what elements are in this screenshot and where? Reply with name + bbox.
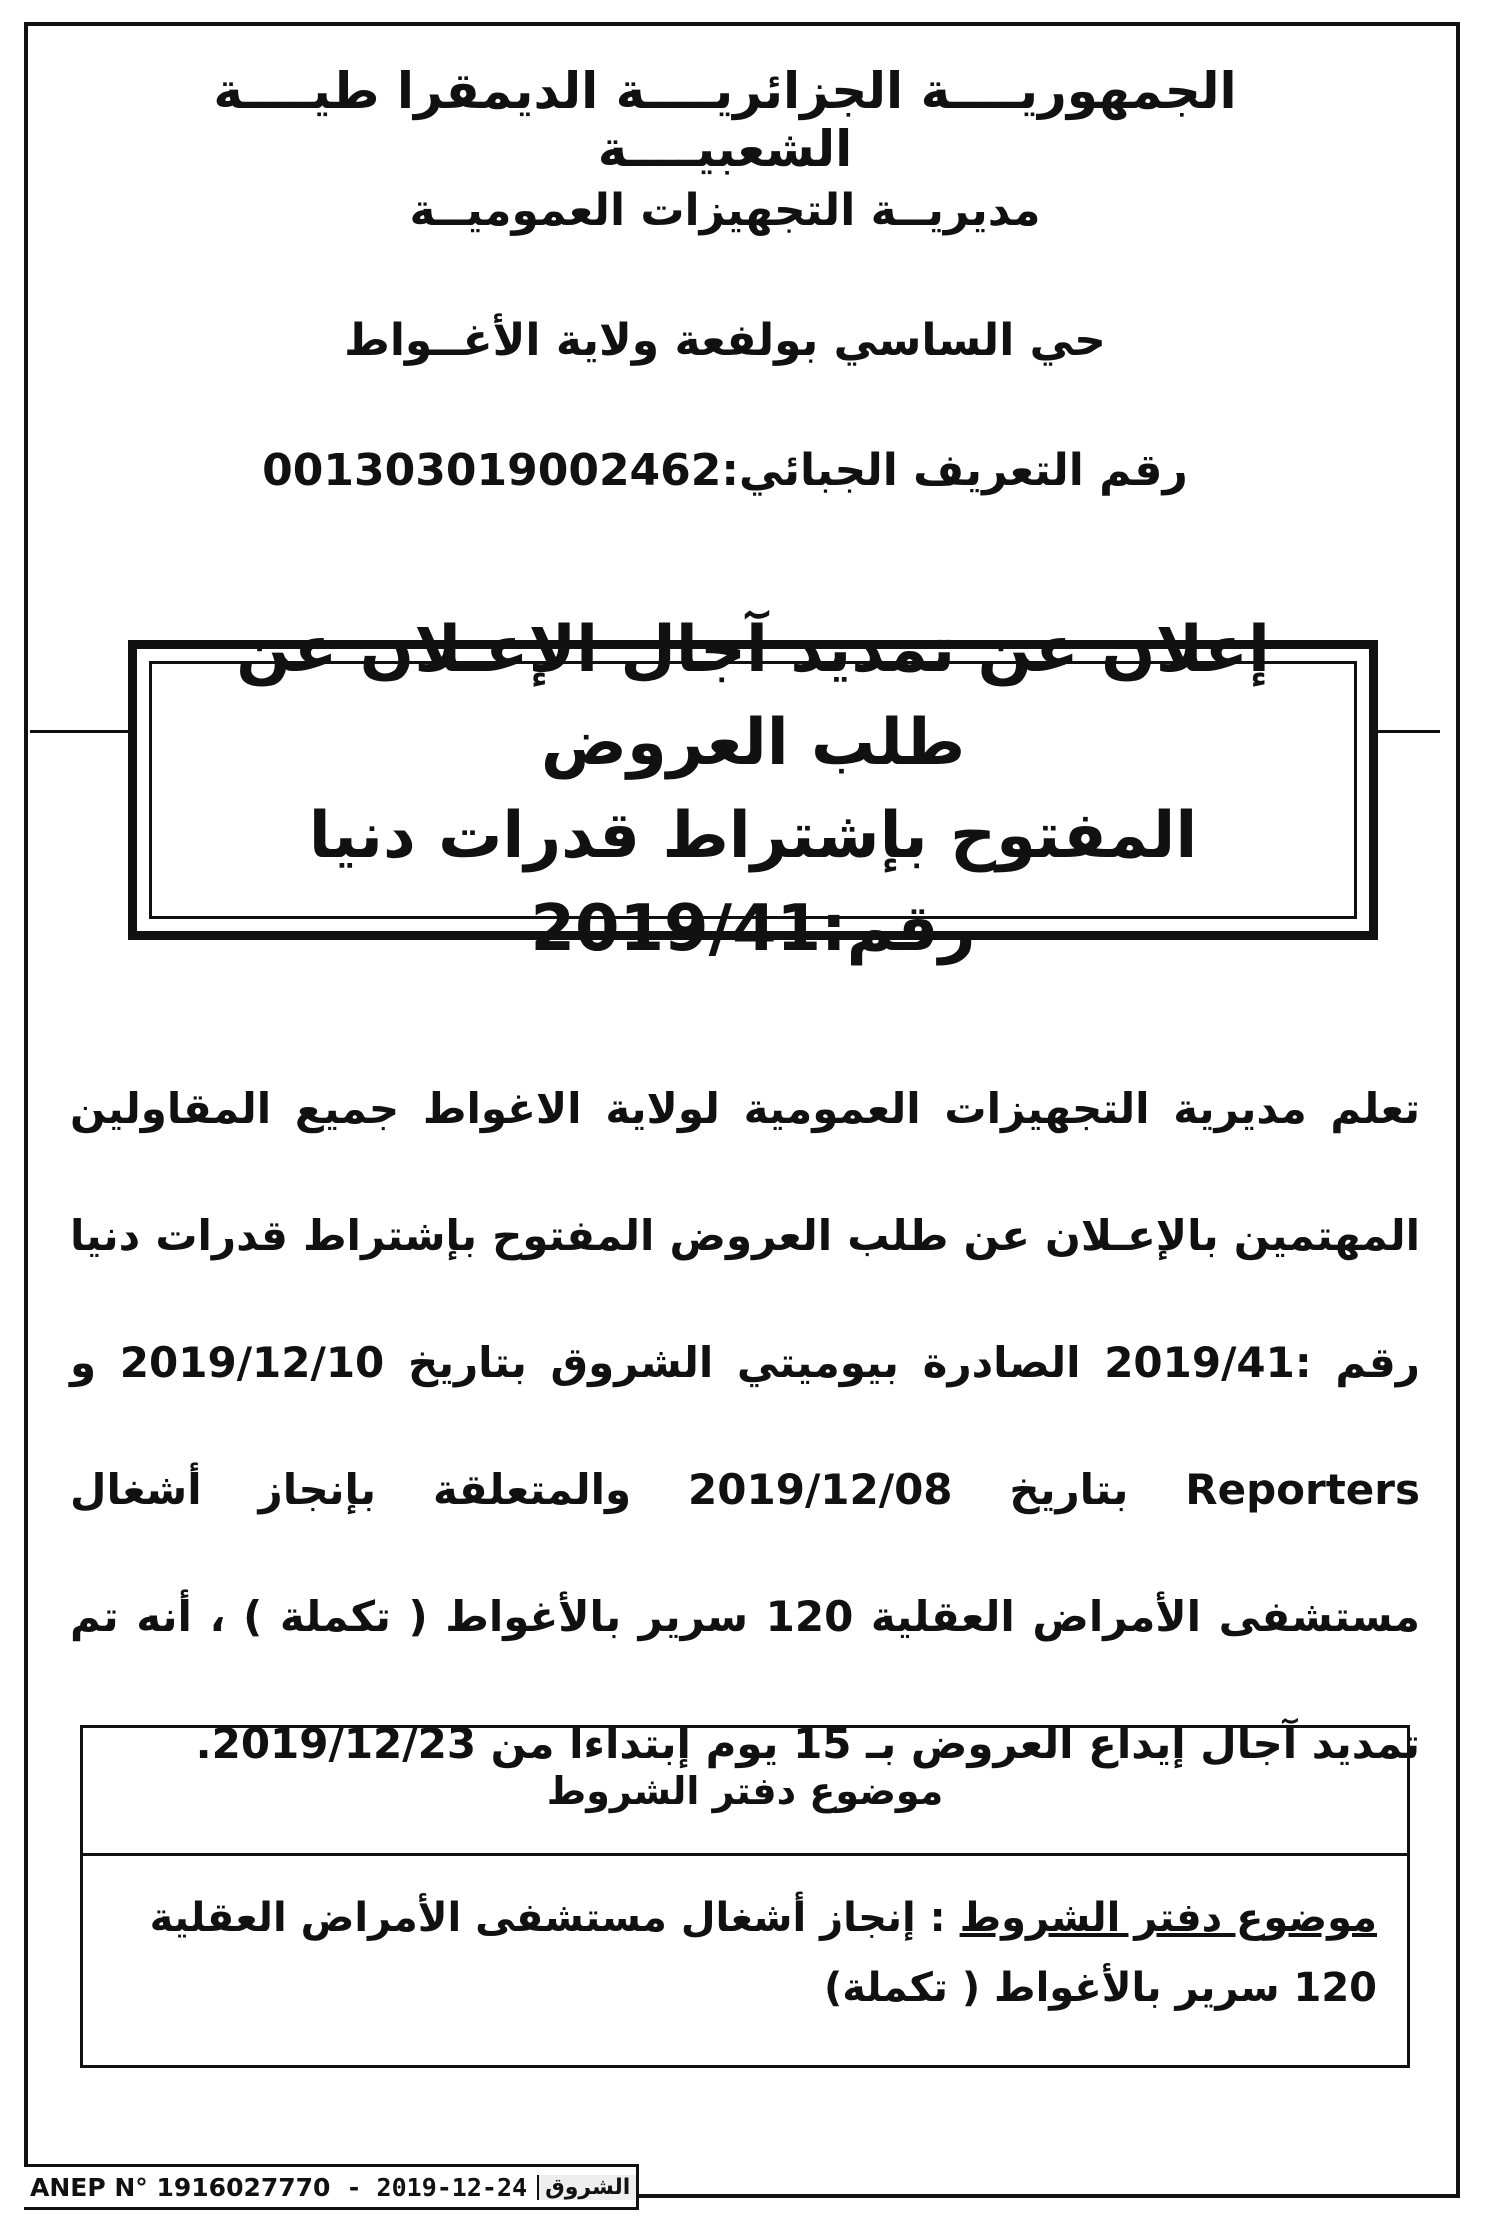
republic-heading: الجمهوريــــة الجزائريــــة الديمقرا طيــــة الشعبيــــة (213, 62, 1237, 178)
spec-value: : إنجاز أشغال مستشفى الأمراض العقلية 120 سرير بالأغواط ( تكملة) (149, 1895, 1377, 2011)
title-line-1: إعلان عن تمديد آجال الإعـلان عن طلب العروض (236, 613, 1270, 781)
footer-strip (24, 2164, 639, 2210)
publication-date: - 2019-12-24 (346, 2172, 528, 2202)
spec-table (80, 1725, 1410, 2068)
spec-table-header: موضوع دفتر الشروط (83, 1728, 1407, 1856)
announcement-paragraph: تعلم مديرية التجهيزات العمومية لولاية الاغواط جميع المقاولين المهتمين بالإعـلان عن طلب العروض المفتوح بإشتراط قدرات دنيا رقم :2019/41 الصادرة بيوميتي الشروق بتاريخ 2019/12/10 و Reporters بتاريخ 2019/12/08 والمتعلقة بإنجاز أشغال مستشفى الأمراض العقلية 120 سرير بالأغواط ( تكملة ) ، أنه تم تمديد آجال إيداع العروض بـ 15 يوم إبتداءا من 2019/12/23. (70, 1084, 1420, 1768)
newspaper-name: الشروق (537, 2175, 636, 2200)
title-box (128, 613, 1378, 966)
tax-id-line: رقم التعريف الجبائي:001303019002462 (262, 445, 1188, 496)
title-box-inner (149, 613, 1357, 966)
spec-table-content (113, 1883, 1377, 2023)
directorate-heading: مديريــة التجهيزات العموميــة (409, 185, 1041, 236)
title-line-2: المفتوح بإشتراط قدرات دنيا رقم:2019/41 (308, 799, 1198, 966)
anep-number: ANEP N° 1916027770 (30, 2172, 331, 2202)
spec-label: موضوع دفتر الشروط (959, 1895, 1377, 1941)
address-line: حي الساسي بولفعة ولاية الأغــواط (344, 315, 1106, 366)
